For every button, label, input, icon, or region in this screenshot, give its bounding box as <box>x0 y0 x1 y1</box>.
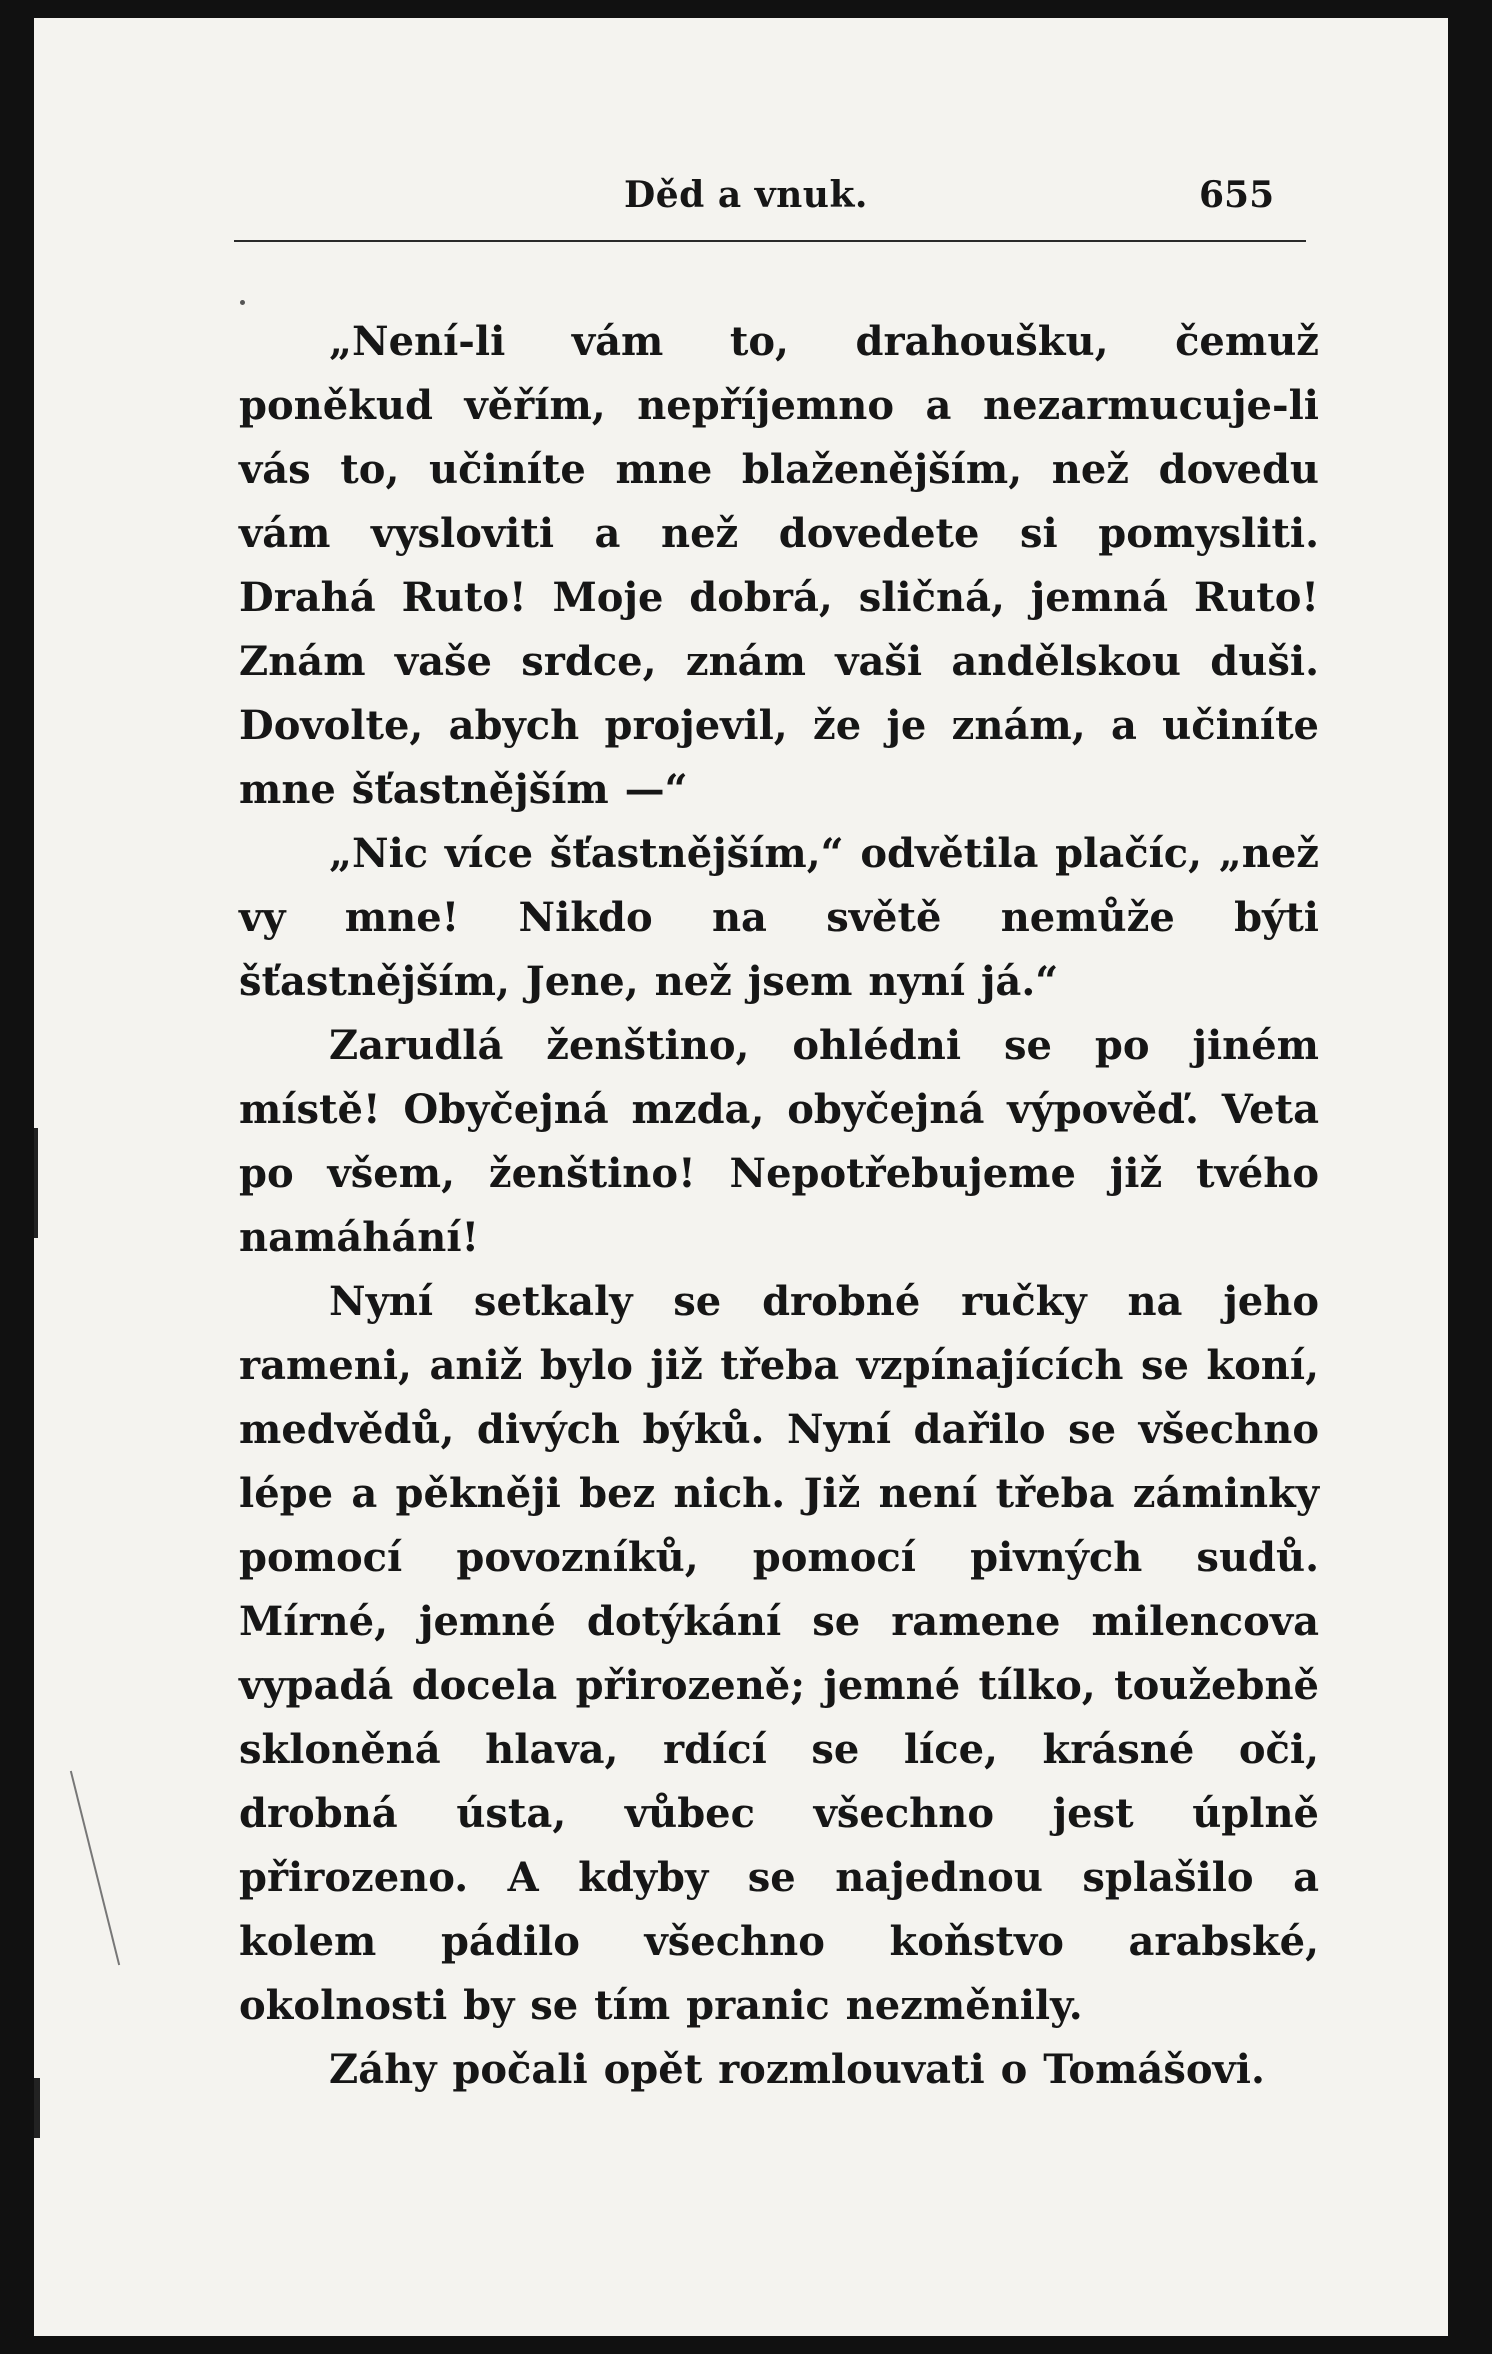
paper-crease <box>70 1771 120 1966</box>
body-text <box>239 310 1319 2102</box>
page-number: 655 <box>1199 174 1275 216</box>
paragraph-2: „Nic více šťastnějším,“ odvětila plačíc, „než vy mne! Nikdo na světě nemůže býti šťastnějším, Jene, než jsem nyní já.“ <box>239 830 1319 1005</box>
running-head <box>34 156 1448 216</box>
paragraph-3: Zarudlá ženštino, ohlédni se po jiném místě! Obyčejná mzda, obyčejná výpověď. Veta po všem, ženštino! Nepotřebujeme již tvého namáhání! <box>239 1022 1319 1261</box>
header-rule <box>234 240 1306 242</box>
running-head-title: Děd a vnuk. <box>624 174 868 216</box>
binding-edge-mark <box>34 2078 40 2138</box>
paragraph-4: Nyní setkaly se drobné ručky na jeho rameni, aniž bylo již třeba vzpínajících se koní, medvědů, divých býků. Nyní dařilo se všechno lépe a pěkněji bez nich. Již není třeba záminky pomocí povozníků, pomocí pivných sudů. Mírné, jemné dotýkání se ramene milencova vypadá docela přirozeně; jemné tílko, toužebně skloněná hlava, rdící se líce, krásné oči, drobná ústa, vůbec všechno jest úplně přirozeno. A kdyby se najednou splašilo a kolem pádilo všechno koňstvo arabské, okolnosti by se tím pranic nezměnily. <box>239 1278 1319 2029</box>
paragraph-5: Záhy počali opět rozmlouvati o Tomášovi. <box>329 2046 1265 2093</box>
paragraph-1: „Není-li vám to, drahoušku, čemuž poněkud věřím, nepříjemno a nezarmucuje-li vás to, učiníte mne blaženějším, než dovedu vám vysloviti a než dovedete si pomysliti. Drahá Ruto! Moje dobrá, sličná, jemná Ruto! Znám vaše srdce, znám vaši andělskou duši. Dovolte, abych projevil, že je znám, a učiníte mne šťastnějším —“ <box>239 318 1319 813</box>
binding-edge-mark <box>34 1128 38 1238</box>
ink-speck <box>240 300 245 305</box>
book-page <box>34 18 1448 2336</box>
